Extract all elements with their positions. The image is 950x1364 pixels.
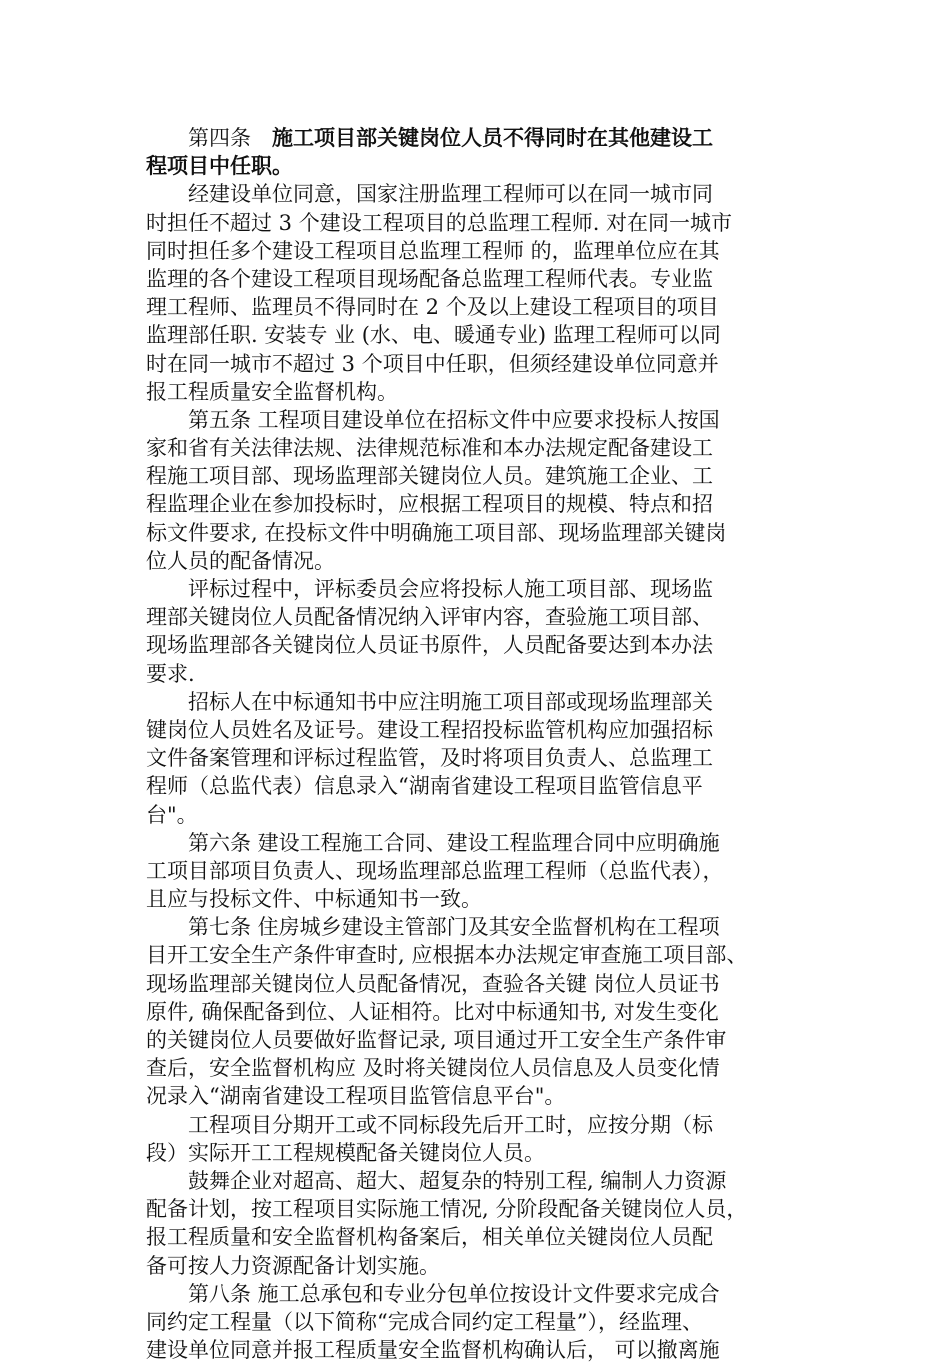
text-line [146,801,806,829]
line-text: 监理部任职. 安装专 业 (水、电、暖通专业) 监理工程师可以同 [146,323,721,348]
line-text: 位人员的配备情况。 [146,548,335,573]
text-line [146,744,806,772]
line-text: 报工程质量和安全监督机构备案后，相关单位关键岗位人员配 [146,1225,713,1250]
line-text: 段）实际开工工程规模配备关键岗位人员。 [146,1140,545,1165]
text-line [146,209,806,237]
line-text: 程监理企业在参加投标时，应根据工程项目的规模、特点和招 [146,492,713,517]
text-line [146,1223,806,1251]
text-line [146,603,806,631]
line-text: 要求. [146,661,195,686]
line-text: 台"。 [146,802,198,827]
document-page [146,124,806,1364]
line-text: 同时担任多个建设工程项目总监理工程师 的，监理单位应在其 [146,238,720,263]
line-text: 第六条 建设工程施工合同、建设工程监理合同中应明确施 [146,830,720,855]
line-text: 况录入“湖南省建设工程项目监管信息平台"。 [146,1084,566,1109]
text-line [146,462,806,490]
line-text: 且应与投标文件、中标通知书一致。 [146,887,482,912]
line-text: 的关键岗位人员要做好监督记录, 项目通过开工安全生产条件审 [146,1028,727,1052]
line-text: 配备计划，按工程项目实际施工情况, 分阶段配备关键岗位人员， [146,1197,748,1222]
text-line [146,575,806,603]
line-text: 招标人在中标通知书中应注明施工项目部或现场监理部关 [146,689,713,714]
text-line [146,970,806,998]
line-text: 理工程师、监理员不得同时在 2 个及以上建设工程项目的项目 [146,295,719,320]
line-text: 备可按人力资源配备计划实施。 [146,1253,440,1278]
text-line [146,265,806,293]
line-text: 目开工安全生产条件审查时, 应根据本办法规定审查施工项目部、 [146,943,748,968]
line-text: 评标过程中，评标委员会应将投标人施工项目部、现场监 [146,577,713,601]
line-text: 文件备案管理和评标过程监管，及时将项目负责人、总监理工 [146,746,713,771]
text-line [146,631,806,659]
line-text: 建设单位同意并报工程质量安全监督机构确认后， 可以撤离施 [146,1338,720,1363]
line-text: 家和省有关法律法规、法律规范标准和本办法规定配备建设工 [146,436,713,461]
text-line [146,998,806,1026]
text-line [146,152,806,180]
text-line [146,913,806,941]
line-text: 现场监理部关键岗位人员配备情况，查验各关键 岗位人员证书 [146,971,720,996]
line-text: 时担任不超过 3 个建设工程项目的总监理工程师. 对在同一城市 [146,210,733,235]
line-text: 程师（总监代表）信息录入“湖南省建设工程项目监管信息平 [146,774,703,799]
text-line [146,716,806,744]
text-line [146,1026,806,1054]
line-text: 时在同一城市不超过 3 个项目中任职，但须经建设单位同意并 [146,351,719,376]
line-text: 报工程质量安全监督机构。 [146,379,398,404]
line-text: 经建设单位同意，国家注册监理工程师可以在同一城市同 [146,182,713,207]
line-text: 第八条 施工总承包和专业分包单位按设计文件要求完成合 [146,1281,720,1306]
text-line [146,885,806,913]
line-text: 查后，安全监督机构应 及时将关键岗位人员信息及人员变化情 [146,1056,720,1081]
line-text: 工项目部项目负责人、现场监理部总监理工程师（总监代表）， [146,858,724,883]
text-line [146,1167,806,1195]
line-text: 第四条 [146,126,272,150]
text-line [146,688,806,716]
text-line [146,321,806,349]
line-text: 鼓舞企业对超高、超大、超复杂的特别工程, 编制人力资源 [146,1168,727,1193]
text-line [146,1139,806,1167]
line-text: 第五条 工程项目建设单位在招标文件中应要求投标人按国 [146,407,720,432]
text-line [146,350,806,378]
text-line [146,490,806,518]
line-text: 现场监理部各关键岗位人员证书原件，人员配备要达到本办法 [146,633,713,658]
line-bold-text: 施工项目部关键岗位人员不得同时在其他建设工 [272,125,713,150]
line-text: 同约定工程量（以下简称“完成合同约定工程量”），经监理、 [146,1309,703,1334]
text-line [146,293,806,321]
text-line [146,829,806,857]
line-text: 第七条 住房城乡建设主管部门及其安全监督机构在工程项 [146,915,720,940]
text-line [146,941,806,969]
text-line [146,434,806,462]
line-text: 工程项目分期开工或不同标段先后开工时，应按分期（标 [146,1112,713,1137]
line-text: 原件, 确保配备到位、人证相符。比对中标通知书, 对发生变化 [146,999,719,1024]
text-line [146,124,806,152]
text-line [146,1252,806,1280]
line-text: 监理的各个建设工程项目现场配备总监理工程师代表。专业监 [146,266,713,291]
text-line [146,1054,806,1082]
line-text: 程施工项目部、现场监理部关键岗位人员。建筑施工企业、工 [146,464,713,489]
text-line [146,1280,806,1308]
text-line [146,1111,806,1139]
text-line [146,1082,806,1110]
text-line [146,180,806,208]
text-line [146,1308,806,1336]
text-line [146,772,806,800]
text-line [146,1195,806,1223]
line-bold-text: 程项目中任职。 [146,153,293,179]
text-line [146,519,806,547]
line-text: 键岗位人员姓名及证号。建设工程招投标监管机构应加强招标 [146,717,713,742]
text-line [146,237,806,265]
text-line [146,547,806,575]
line-text: 标文件要求, 在投标文件中明确施工项目部、现场监理部关键岗 [146,520,727,545]
text-line [146,857,806,885]
line-text: 理部关键岗位人员配备情况纳入评审内容，查验施工项目部、 [146,605,713,630]
text-line [146,660,806,688]
text-line [146,1336,806,1364]
text-line [146,378,806,406]
text-line [146,406,806,434]
